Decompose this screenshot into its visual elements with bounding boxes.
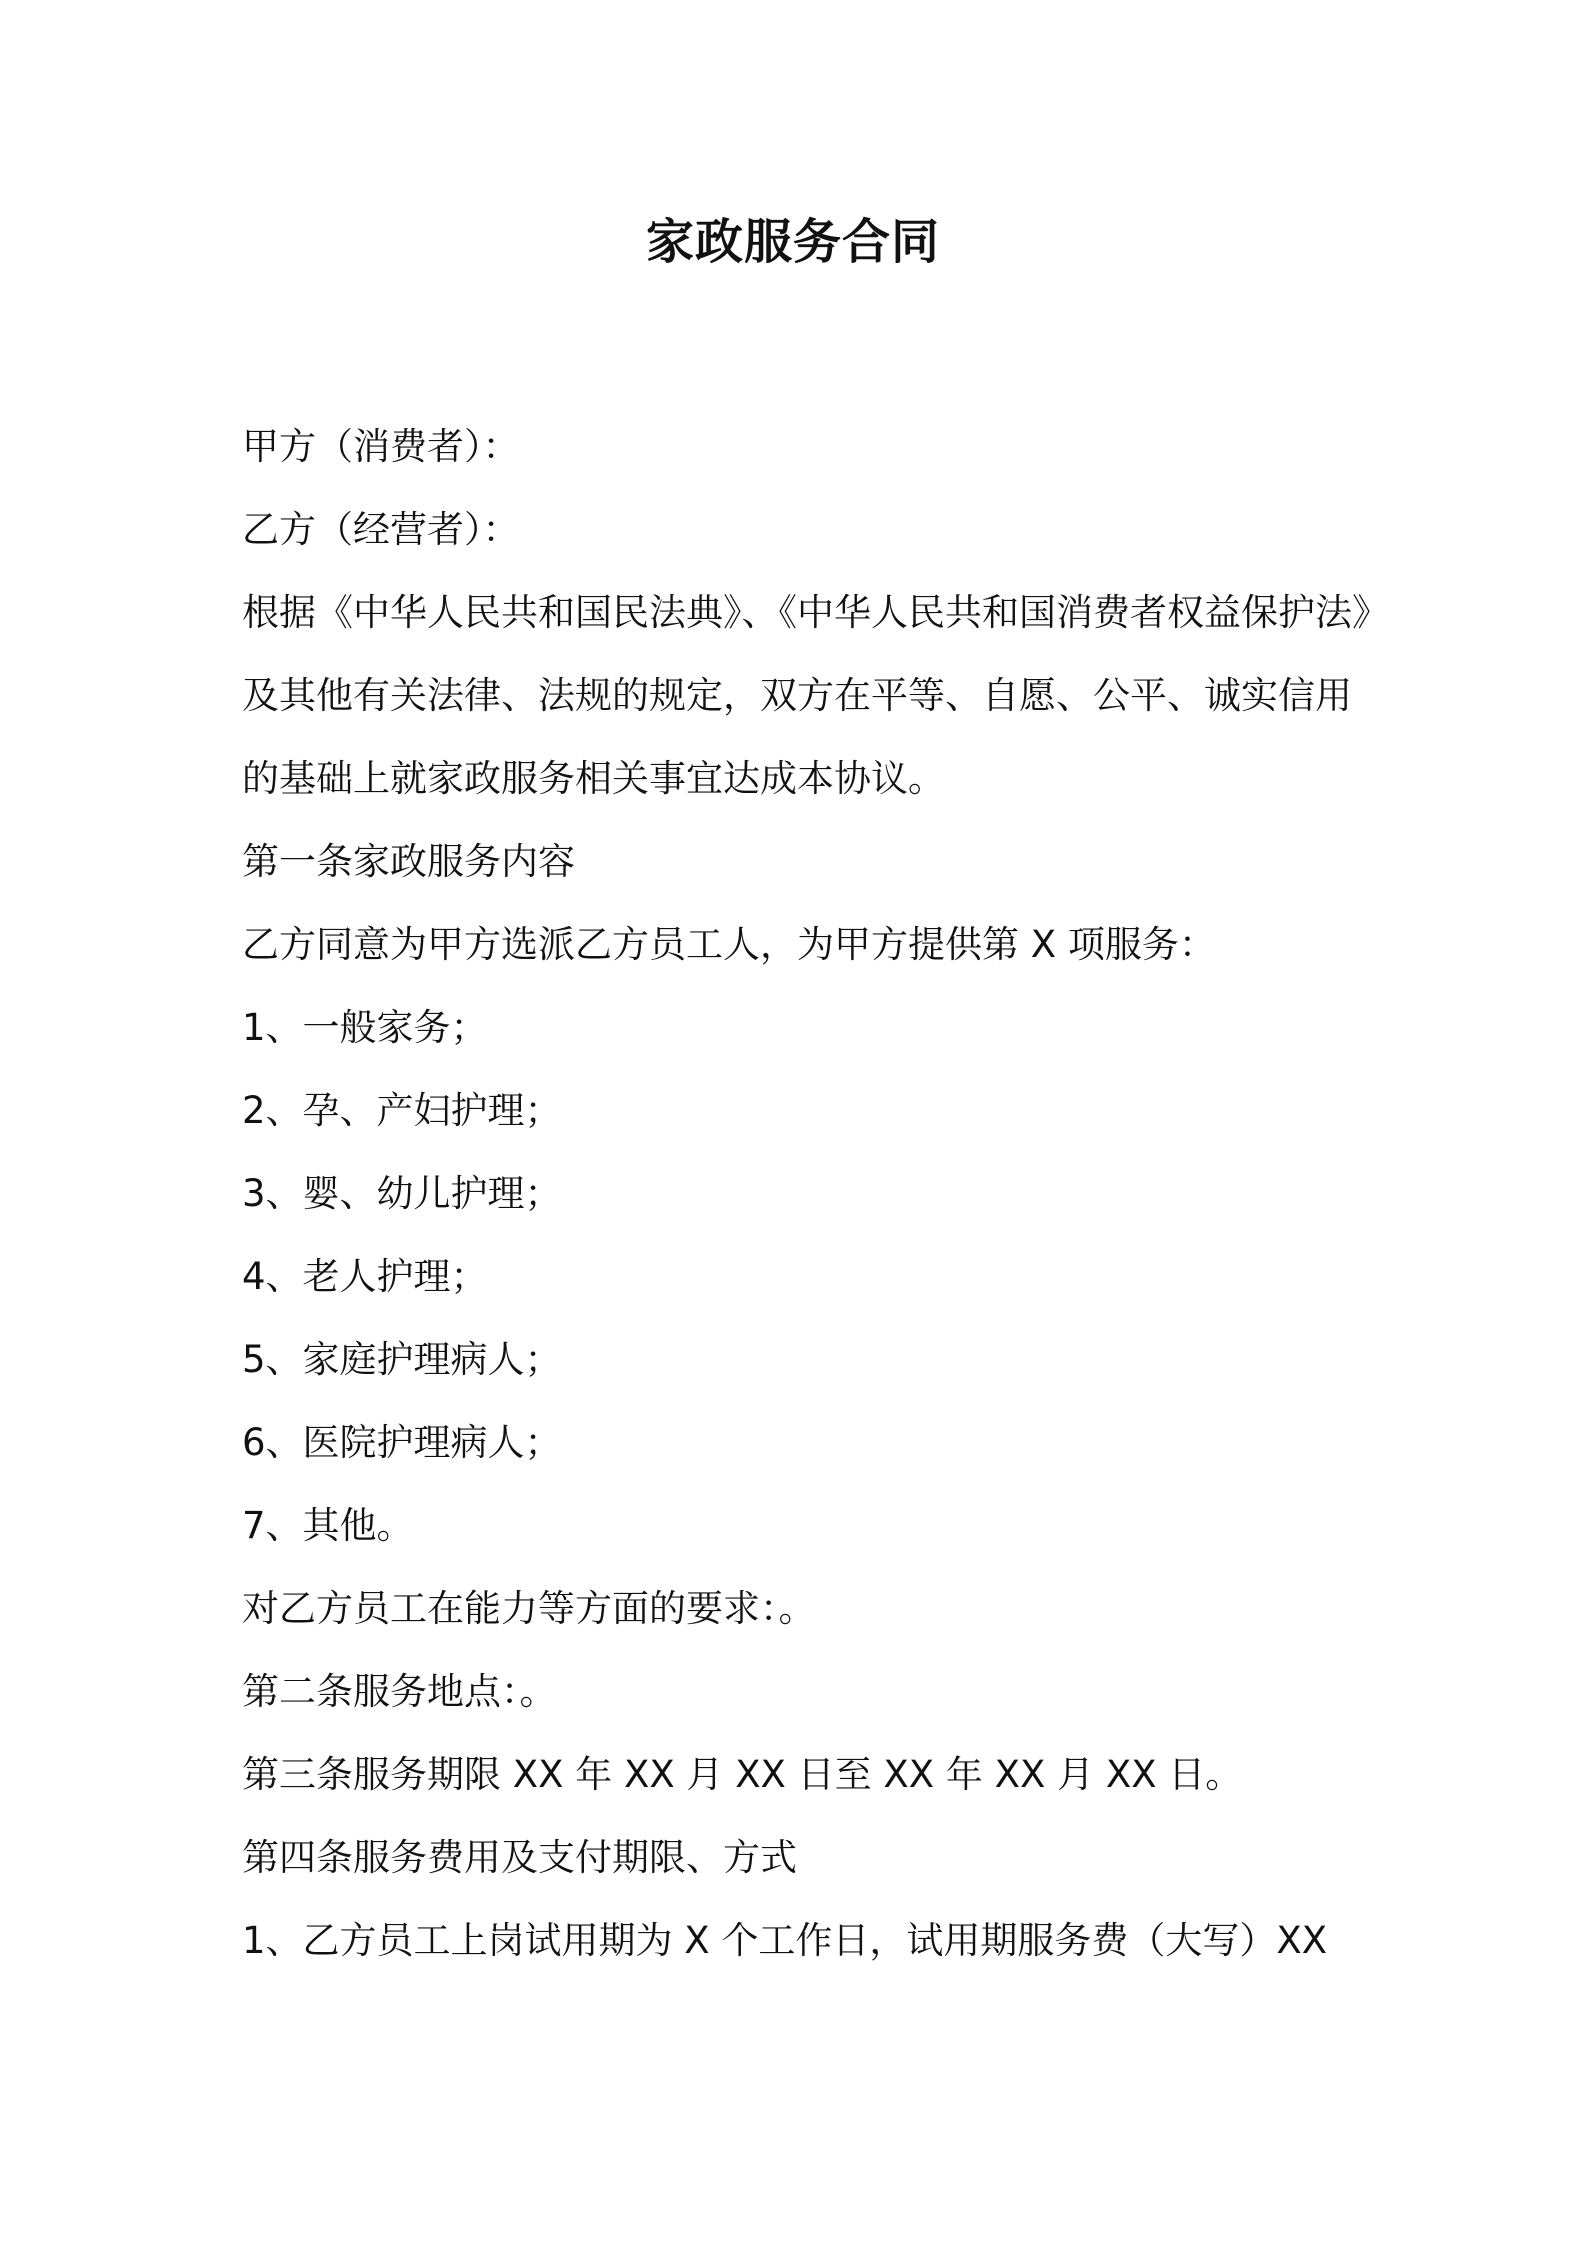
contract-body [242, 405, 1389, 1982]
service-item: 3、婴、幼儿护理； [242, 1172, 562, 1215]
article-1-intro: 乙方同意为甲方选派乙方员工人，为甲方提供第 X 项服务： [242, 923, 1216, 966]
service-item: 2、孕、产妇护理； [242, 1089, 562, 1132]
service-item: 7、其他。 [242, 1504, 414, 1547]
article-1-heading: 第一条家政服务内容 [242, 840, 575, 883]
document-title: 家政服务合同 [645, 214, 940, 270]
preamble-line: 根据《中华人民共和国民法典》、《中华人民共和国消费者权益保护法》 [242, 591, 1389, 634]
service-item: 5、家庭护理病人； [242, 1338, 562, 1381]
service-item: 1、一般家务； [242, 1006, 488, 1049]
preamble-line: 的基础上就家政服务相关事宜达成本协议。 [242, 757, 945, 800]
article-4-heading: 第四条服务费用及支付期限、方式 [242, 1836, 797, 1879]
party-a-line: 甲方（消费者）： [242, 425, 520, 468]
article-2: 第二条服务地点：。 [242, 1670, 557, 1713]
article-4-item-1: 1、乙方员工上岗试用期为 X 个工作日，试用期服务费（大写）XX [242, 1919, 1328, 1962]
service-item: 4、老人护理； [242, 1255, 488, 1298]
party-b-line: 乙方（经营者）： [242, 508, 520, 551]
article-3: 第三条服务期限 XX 年 XX 月 XX 日至 XX 年 XX 月 XX 日。 [242, 1753, 1243, 1796]
service-item: 6、医院护理病人； [242, 1421, 562, 1464]
staff-requirement: 对乙方员工在能力等方面的要求：。 [242, 1587, 816, 1630]
preamble-line: 及其他有关法律、法规的规定，双方在平等、自愿、公平、诚实信用 [242, 674, 1352, 717]
